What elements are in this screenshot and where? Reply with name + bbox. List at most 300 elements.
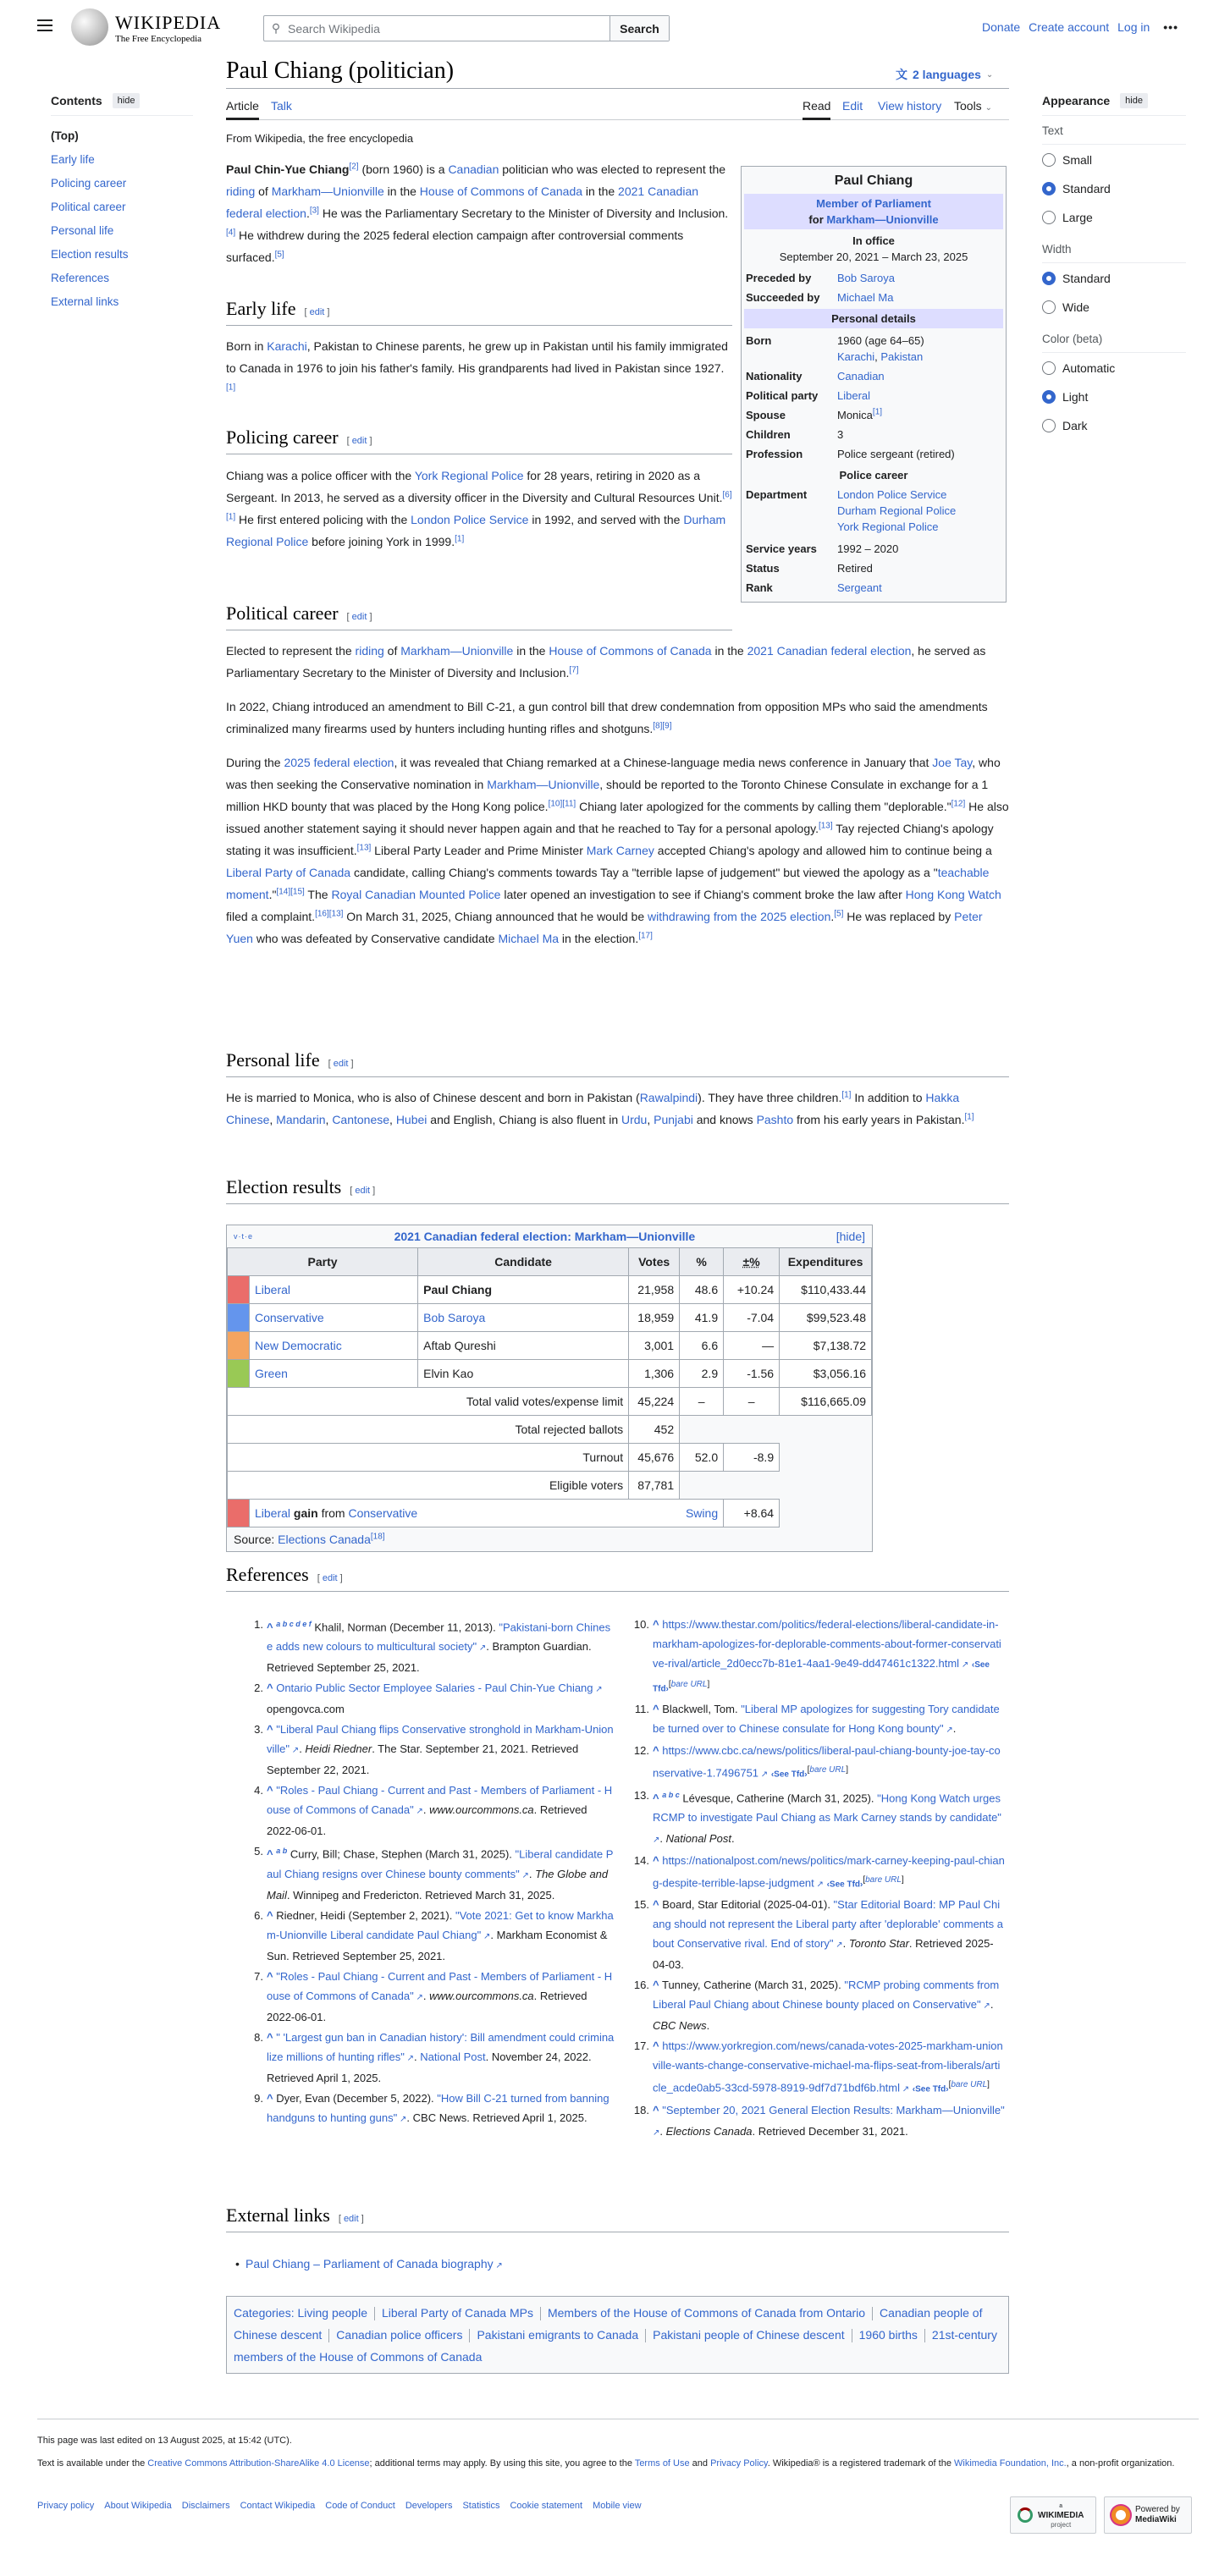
backlink-caret[interactable]: ^ (653, 2103, 659, 2116)
reference-item (633, 1975, 1005, 2035)
canadian-link[interactable]: Canadian (448, 162, 499, 176)
tab-talk[interactable]: Talk (271, 99, 292, 113)
cell-value: – (680, 1388, 724, 1416)
reference-link[interactable]: "Hong Kong Watch urges RCMP to investigate Paul Chiang as Mark Carney stands by candidate" (653, 1791, 1001, 1824)
citation-link[interactable]: [5] (274, 250, 284, 260)
text: accepted Chiang's apology and allowed him to continue being a (654, 844, 992, 857)
footer-link[interactable]: Statistics (462, 2501, 500, 2511)
toc-item-political-career[interactable]: Political career (51, 201, 126, 213)
source-link[interactable]: Elections Canada (278, 1533, 371, 1546)
mediawiki-logo-icon (1111, 2506, 1130, 2524)
edit-link[interactable]: edit (309, 307, 325, 317)
expenditures-cell: $110,433.44 (780, 1276, 872, 1304)
reference-link[interactable]: Ontario Public Sector Employee Salaries - Paul Chin-Yue Chiang (276, 1682, 593, 1695)
see-tfd-link[interactable]: ‹See Tfd› (826, 1880, 863, 1890)
punjabi-link[interactable]: Punjabi (654, 1113, 693, 1126)
citation-link[interactable]: [12] (951, 799, 966, 809)
toc-title: Contents (51, 94, 102, 107)
log-in-link[interactable]: Log in (1117, 20, 1150, 34)
text: politician who was elected to represent the (499, 162, 726, 176)
column-header: Votes (629, 1248, 680, 1276)
text: , (647, 1113, 654, 1126)
liberal-party-link[interactable]: Liberal Party of Canada (226, 866, 351, 879)
backlink-caret[interactable]: ^ (267, 1682, 273, 1695)
born-year: 1960 (age 64–65) (837, 334, 924, 347)
wikimedia-logo-icon (1018, 2507, 1033, 2523)
categories-label[interactable]: Categories: (234, 2306, 295, 2320)
gain-word: gain (290, 1506, 318, 1520)
reference-publication: Toronto Star (848, 1937, 909, 1951)
appearance-hide-button[interactable]: hide (1120, 93, 1148, 108)
terms-link[interactable]: Terms of Use (634, 2458, 690, 2469)
reference-text: . (422, 1803, 430, 1817)
citation-link[interactable]: [2] (349, 162, 359, 172)
reference-link[interactable]: "September 20, 2021 General Election Results: Markham—Unionville" (662, 2103, 1005, 2116)
york-police-link[interactable]: York Regional Police (414, 469, 524, 482)
peter-yuen-link[interactable]: Peter Yuen (226, 910, 983, 945)
heading-text: Election results (226, 1176, 342, 1197)
backlink-caret[interactable]: ^ (653, 1853, 659, 1867)
parliament-bio-link[interactable]: Paul Chiang – Parliament of Canada biography (245, 2257, 494, 2271)
toc-hide-button[interactable]: hide (113, 93, 141, 108)
radio-color-dark[interactable] (1042, 412, 1186, 439)
party-color-swatch (228, 1304, 250, 1332)
citation-link[interactable]: [1] (841, 1090, 852, 1100)
edit-section: [ edit ] (346, 436, 372, 446)
translate-icon: 文 (896, 68, 907, 81)
chevron-down-icon: ⌄ (985, 69, 994, 80)
teachable-moment-link[interactable]: teachable moment (226, 866, 990, 901)
reference-link[interactable]: "Pakistani-born Chinese adds new colours to multicultural society" (267, 1621, 611, 1654)
footer-link[interactable]: Code of Conduct (325, 2501, 395, 2511)
election-2021-link[interactable]: 2021 Canadian federal election (747, 644, 912, 658)
category-link[interactable]: Members of the House of Commons of Canada from Ontario (547, 2306, 866, 2320)
tab-read[interactable]: Read (803, 99, 831, 113)
radio-selected-icon (1042, 390, 1056, 404)
edit-link[interactable]: edit (333, 1059, 349, 1069)
reference-item: 10. ^ https://www.thestar.com/politics/federal-elections/liberal-candidate-in-markham-apologizes-for-deplorable-comments-about-former-conservative-rival/article_2d0ecc7b-81e1-4aa1-9e49-dd47461c1322.html ↗ ‹See Tfd›[bare URL] (653, 1615, 1005, 1698)
party-link[interactable]: Liberal (837, 389, 871, 402)
in-office-label: In office (852, 234, 895, 247)
citation-link[interactable]: [18] (370, 1532, 385, 1542)
toc-item-references[interactable]: References (51, 272, 110, 284)
section-heading-policing-career (226, 427, 732, 454)
text: ." (268, 888, 277, 901)
nationality-link[interactable]: Canadian (837, 370, 885, 383)
markham-unionville-link[interactable]: Markham—Unionville (487, 778, 600, 791)
main-menu-icon[interactable] (37, 19, 52, 31)
reference-item (254, 1781, 615, 1841)
tab-edit[interactable]: Edit (842, 99, 863, 113)
backlink-caret[interactable]: ^ (267, 2030, 273, 2044)
text: (born 1960) is a (358, 162, 449, 176)
section-heading-external-links (226, 2204, 1009, 2232)
subject-name: Paul Chin-Yue Chiang (226, 162, 350, 176)
hong-kong-watch-link[interactable]: Hong Kong Watch (905, 888, 1001, 901)
heading-text: Early life (226, 298, 296, 319)
reference-link[interactable]: "Liberal MP apologizes for suggesting Tory candidate be turned over to Chinese consulate for Hong Kong bounty" (653, 1703, 1000, 1736)
reference-link[interactable]: "RCMP probing comments from Liberal Paul Chiang about Chinese bounty placed on Conservative" (653, 1979, 1000, 2012)
tools-menu[interactable] (954, 99, 992, 113)
succeeded-by-link[interactable]: Michael Ma (837, 291, 894, 304)
votes-cell: 21,958 (629, 1276, 680, 1304)
candidate-link[interactable]: Bob Saroya (423, 1311, 486, 1324)
reference-link[interactable]: "Roles - Paul Chiang - Current and Past - Members of Parliament - House of Commons of Canada" (267, 1969, 613, 2002)
search-icon: ⚲ (271, 21, 281, 35)
backlink-caret[interactable]: ^ (653, 2039, 659, 2053)
percent-cell: 6.6 (680, 1332, 724, 1360)
citation-link[interactable]: [1] (226, 383, 236, 393)
citation-link[interactable]: [1] (455, 534, 465, 544)
navbox-vte-links[interactable]: v·t·e (234, 1232, 253, 1241)
citation-link[interactable]: [17] (638, 931, 653, 941)
citation-link[interactable]: [1] (964, 1112, 974, 1122)
toc-item-election-results[interactable]: Election results (51, 248, 129, 261)
table-caption (227, 1225, 872, 1247)
create-account-link[interactable]: Create account (1029, 20, 1110, 34)
backlink-caret[interactable]: ^ (653, 1898, 659, 1912)
citation-link[interactable]: [13] (818, 821, 833, 831)
party-link[interactable]: New Democratic (255, 1339, 342, 1352)
section-heading-early-life (226, 298, 732, 326)
logo-tagline: The Free Encyclopedia (115, 34, 202, 44)
citation-link[interactable]: [16][13] (315, 909, 344, 919)
backlink-caret[interactable]: ^ (267, 1621, 273, 1634)
text: Text is available under the (37, 2458, 148, 2469)
footer-link[interactable]: Cookie statement (510, 2501, 583, 2511)
candidate-row (228, 1304, 872, 1332)
text: . Wikipedia® is a registered trademark of the (767, 2458, 954, 2469)
backlink-caret[interactable]: ^ (653, 1744, 659, 1758)
table-of-contents (51, 93, 193, 314)
citation-link[interactable]: [6][1] (226, 490, 732, 522)
backlink-caret[interactable]: ^ (267, 1969, 273, 1983)
wikimedia-project-badge[interactable] (1010, 2496, 1096, 2534)
radio-color-automatic[interactable] (1042, 355, 1186, 382)
row-label: Eligible voters (228, 1472, 629, 1500)
infobox-office (744, 194, 1003, 229)
reference-publication: Heidi Riedner (305, 1742, 372, 1756)
citation-link[interactable]: [1] (872, 407, 883, 417)
language-selector[interactable] (896, 66, 993, 83)
backlink-letters[interactable]: a b c d e f (276, 1620, 312, 1628)
external-link-icon: ↗ (758, 1770, 769, 1780)
reference-link[interactable]: "Roles - Paul Chiang - Current and Past - Members of Parliament - House of Commons of Canada" (267, 1784, 613, 1817)
cantonese-link[interactable]: Cantonese (332, 1113, 390, 1126)
radio-text-standard[interactable] (1042, 175, 1186, 202)
backlink-caret[interactable]: ^ (267, 2091, 273, 2105)
text: and English, Chiang is also fluent in (427, 1113, 621, 1126)
party-link[interactable]: Conservative (255, 1311, 324, 1324)
powered-by-mediawiki-badge[interactable] (1104, 2496, 1192, 2534)
bare-url-tag[interactable]: bare URL (951, 2080, 988, 2090)
tab-view-history[interactable]: View history (878, 99, 942, 113)
option-label: Standard (1062, 272, 1111, 285)
party-link[interactable]: Liberal (255, 1506, 291, 1520)
bare-url-tag[interactable]: bare URL (809, 1765, 847, 1775)
edit-link[interactable]: edit (355, 1186, 371, 1196)
personal-details-header: Personal details (744, 309, 1003, 328)
reference-link[interactable]: https://nationalpost.com/news/politics/mark-carney-keeping-paul-chiang-despite-terrible-lapse-judgment (653, 1853, 1005, 1890)
category-link[interactable]: Pakistani people of Chinese descent (653, 2328, 845, 2342)
riding-link[interactable]: Markham—Unionville (826, 213, 939, 226)
riding-link[interactable]: riding (355, 644, 384, 658)
backlink-letters[interactable]: a b c (662, 1790, 680, 1799)
field-label: Born (746, 334, 772, 347)
text: from his early years in Pakistan. (793, 1113, 965, 1126)
text: He is married to Monica, who is also of Chinese descent and born in Pakistan ( (226, 1091, 640, 1104)
citation-link[interactable]: [8][9] (653, 721, 672, 731)
election-title-link[interactable]: 2021 Canadian federal election (394, 1230, 568, 1243)
badge-main-text: MediaWiki (1135, 2515, 1177, 2524)
citation-link[interactable]: [5] (834, 909, 844, 919)
reference-link[interactable]: "Liberal candidate Paul Chiang resigns over Chinese bounty comments" (267, 1847, 614, 1880)
category-separator (645, 2329, 646, 2342)
reference-text: . (659, 1831, 666, 1845)
external-link-icon: ↗ (413, 1807, 423, 1817)
field-label: Department (746, 488, 808, 501)
footer-link[interactable]: Developers (405, 2501, 453, 2511)
text: , (269, 1113, 277, 1126)
text: On March 31, 2025, Chiang announced that he would be (343, 910, 648, 923)
see-tfd-link[interactable]: ‹See Tfd› (653, 1660, 990, 1694)
footer-link[interactable]: About Wikipedia (104, 2501, 172, 2511)
text: candidate, calling Chiang's comments towards Tay a "terrible lapse of judgement" but viewed the apology as a " (350, 866, 938, 879)
radio-color-light[interactable] (1042, 383, 1186, 410)
citation-link[interactable]: [13] (356, 843, 372, 853)
text: During the (226, 756, 284, 769)
pashto-link[interactable]: Pashto (756, 1113, 794, 1126)
heading-text: Political career (226, 603, 339, 624)
donate-link[interactable]: Donate (982, 20, 1021, 34)
reference-link[interactable]: https://www.thestar.com/politics/federal-elections/liberal-candidate-in-markham-apologizes-for-deplorable-comments-about-former-conservative-rival/article_2d0ecc7b-81e1-4aa1-9e49-dd47461c1322.html (653, 1618, 1001, 1670)
reference-text: . (990, 1998, 994, 2012)
markham-unionville-link[interactable]: Markham—Unionville (271, 184, 384, 198)
reference-author: Dyer, Evan (December 5, 2022). (276, 2091, 438, 2105)
reference-link[interactable]: " 'Largest gun ban in Canadian history': Bill amendment could criminalize millions of hunting rifles" (267, 2030, 615, 2063)
appearance-title: Appearance (1042, 94, 1111, 107)
hakka-link[interactable]: Hakka Chinese (226, 1091, 960, 1126)
swing-cell (629, 1500, 724, 1527)
backlink-caret[interactable]: ^ (653, 1703, 659, 1716)
page-title: Paul Chiang (politician) (226, 58, 455, 84)
preceded-by-link[interactable]: Bob Saroya (837, 272, 895, 284)
toc-item-top[interactable]: (Top) (51, 129, 79, 142)
markham-unionville-link[interactable]: Markham—Unionville (400, 644, 514, 658)
publication-link[interactable]: National Post (420, 2050, 486, 2063)
hide-table-button[interactable]: [hide] (836, 1230, 865, 1243)
office-link[interactable]: Member of Parliament (816, 197, 931, 210)
department-link[interactable]: London Police Service (837, 488, 947, 501)
toc-item-early-life[interactable]: Early life (51, 153, 95, 166)
group-label: Text (1042, 124, 1186, 145)
radio-width-wide[interactable] (1042, 294, 1186, 321)
citation-link[interactable]: [7] (569, 665, 579, 675)
category-link[interactable]: Living people (297, 2306, 367, 2320)
edit-link[interactable]: edit (343, 2214, 359, 2224)
reference-link[interactable]: "Liberal Paul Chiang flips Conservative stronghold in Markham-Unionville" (267, 1723, 614, 1756)
category-link[interactable]: 1960 births (858, 2328, 918, 2342)
site-header (0, 0, 1219, 51)
house-of-commons-link[interactable]: House of Commons of Canada (419, 184, 583, 198)
text: who was defeated by Conservative candidate (252, 932, 499, 945)
reference-author: Curry, Bill; Chase, Stephen (March 31, 2025). (290, 1847, 516, 1861)
categories-box (226, 2296, 1009, 2374)
radio-text-small[interactable] (1042, 146, 1186, 173)
joe-tay-link[interactable]: Joe Tay (932, 756, 973, 769)
bare-url-tag[interactable]: bare URL (670, 1680, 708, 1689)
reference-publication: National Post (665, 1831, 731, 1845)
party-link[interactable]: Green (255, 1367, 288, 1380)
rank-link[interactable]: Sergeant (837, 581, 882, 594)
toc-item-policing-career[interactable]: Policing career (51, 177, 127, 190)
backlink-caret[interactable]: ^ (653, 1979, 659, 1992)
field-label: Children (746, 428, 791, 441)
footer-links (37, 2501, 642, 2511)
text: Chiang later apologized for the comments by calling them "deplorable." (576, 800, 951, 813)
reference-text: . The Star. September 21, 2021. Retrieved September 22, 2021. (267, 1742, 579, 1777)
reference-item (633, 1895, 1005, 1974)
footer-link[interactable]: Contact Wikipedia (240, 2501, 316, 2511)
more-options-icon[interactable]: ••• (1163, 20, 1178, 34)
wikimedia-foundation-link[interactable]: Wikimedia Foundation, Inc. (954, 2458, 1067, 2469)
swing-link[interactable]: Swing (685, 1506, 719, 1520)
toc-item-personal-life[interactable]: Personal life (51, 224, 114, 237)
logo-wordmark: WIKIPEDIA (115, 12, 222, 33)
urdu-link[interactable]: Urdu (621, 1113, 648, 1126)
hubei-link[interactable]: Hubei (395, 1113, 427, 1126)
text: The (304, 888, 332, 901)
reference-text: . (659, 2124, 666, 2138)
footer-link[interactable]: Mobile view (593, 2501, 642, 2511)
department-link[interactable]: York Regional Police (837, 520, 939, 533)
reference-link[interactable]: "How Bill C-21 turned from banning handguns to hunting guns" (267, 2091, 610, 2124)
backlink-caret[interactable]: ^ (267, 1784, 273, 1797)
search-box (263, 15, 670, 41)
backlink-caret[interactable]: ^ (653, 1618, 659, 1631)
group-label: Width (1042, 243, 1186, 263)
party-link[interactable]: Liberal (255, 1283, 291, 1296)
title-divider (226, 88, 1009, 89)
reference-link[interactable]: "Vote 2021: Get to know Markham-Unionville Liberal candidate Paul Chiang" (267, 1908, 614, 1941)
rawalpindi-link[interactable]: Rawalpindi (639, 1091, 698, 1104)
citation-link[interactable]: [14][15] (276, 887, 305, 897)
radio-text-large[interactable] (1042, 204, 1186, 231)
field-label: Profession (746, 448, 803, 460)
section-heading-political-career (226, 603, 732, 630)
option-label: Wide (1062, 300, 1089, 314)
see-tfd-link[interactable]: ‹See Tfd› (770, 1770, 808, 1780)
mandarin-link[interactable]: Mandarin (276, 1113, 326, 1126)
reference-item (633, 1786, 1005, 1850)
mark-carney-link[interactable]: Mark Carney (586, 844, 654, 857)
rcmp-link[interactable]: Royal Canadian Mounted Police (331, 888, 501, 901)
backlink-letters[interactable]: a b (276, 1847, 288, 1856)
reference-publication: CBC News (653, 2019, 707, 2033)
category-link[interactable]: Liberal Party of Canada MPs (382, 2306, 533, 2320)
reference-item (633, 2100, 1005, 2143)
citation-link[interactable]: [4] (226, 228, 236, 238)
backlink-caret[interactable]: ^ (267, 1847, 273, 1861)
heading-text: External links (226, 2204, 330, 2226)
backlink-caret[interactable]: ^ (267, 1723, 273, 1737)
london-police-link[interactable]: London Police Service (411, 513, 529, 526)
search-button[interactable]: Search (610, 16, 669, 41)
reference-link[interactable]: https://www.yorkregion.com/news/canada-votes-2025-markham-unionville-wants-change-conservative-michael-ma-flips-seat-from-liberals/article_acde0ab5-33cd-5978-8919-9df7d71bdf6b.html (653, 2039, 1003, 2094)
citation-link[interactable]: [3] (309, 206, 319, 216)
toc-item-external-links[interactable]: External links (51, 295, 119, 308)
license-link[interactable]: Creative Commons Attribution-ShareAlike 4.0 License (147, 2458, 370, 2469)
badge-sub-text: project (1051, 2520, 1072, 2529)
born-city-link[interactable]: Karachi (837, 350, 875, 363)
backlink-caret[interactable]: ^ (267, 1908, 273, 1922)
footer-link[interactable]: Disclaimers (181, 2501, 230, 2511)
total-valid-row (228, 1388, 872, 1416)
michael-ma-link[interactable]: Michael Ma (498, 932, 560, 945)
reference-text: . Retrieved 2022-06-01. (267, 1989, 587, 2023)
department-link[interactable]: Durham Regional Police (837, 504, 957, 517)
reference-author: Khalil, Norman (December 11, 2013). (314, 1621, 499, 1634)
house-of-commons-link[interactable]: House of Commons of Canada (549, 644, 712, 658)
category-link[interactable]: 21st-century members of the House of Commons of Canada (234, 2328, 997, 2364)
reference-link[interactable]: "Star Editorial Board: MP Paul Chiang should not represent the Liberal party after 'deplorable' comments about Conservative rival. End of story" (653, 1898, 1003, 1951)
reference-author: Tunney, Catherine (March 31, 2025). (661, 1979, 845, 1992)
tab-article[interactable]: Article (226, 99, 259, 113)
reference-publication: www.ourcommons.ca (429, 1989, 534, 2002)
text: He withdrew during the 2025 federal election campaign after controversial comments surfaced. (226, 228, 684, 264)
born-country-link[interactable]: Pakistan (880, 350, 924, 363)
election-2021-link[interactable]: 2021 Canadian federal election (226, 184, 699, 220)
category-link[interactable]: Canadian people of Chinese descent (234, 2306, 983, 2342)
text: , (389, 1113, 396, 1126)
radio-width-standard[interactable] (1042, 265, 1186, 292)
party-link[interactable]: Conservative (348, 1506, 418, 1520)
external-link-icon: ↗ (900, 2084, 910, 2094)
category-link[interactable]: Canadian police officers (336, 2328, 463, 2342)
edit-link[interactable]: edit (322, 1573, 338, 1583)
bare-url-tag[interactable]: bare URL (865, 1874, 902, 1885)
see-tfd-link[interactable]: ‹See Tfd› (912, 2084, 949, 2094)
citation-link[interactable]: [10][11] (548, 799, 576, 809)
edit-link[interactable]: edit (351, 612, 367, 622)
external-link-icon: ↗ (653, 2127, 660, 2138)
option-label: Large (1062, 211, 1093, 224)
votes-cell: 18,959 (629, 1304, 680, 1332)
karachi-link[interactable]: Karachi (267, 339, 307, 353)
footer-link[interactable]: Privacy policy (37, 2501, 95, 2511)
search-input[interactable] (288, 16, 610, 41)
external-link-icon: ↗ (519, 1870, 529, 1880)
category-link[interactable]: Pakistani emigrants to Canada (477, 2328, 639, 2342)
durham-police-link[interactable]: Durham Regional Police (226, 513, 726, 548)
text: . (306, 206, 310, 220)
edit-section: [ edit ] (338, 2214, 364, 2224)
results-grid (227, 1247, 872, 1527)
wikipedia-logo[interactable] (71, 7, 240, 47)
riding-link[interactable]: riding (226, 184, 256, 198)
text: in the (582, 184, 619, 198)
edit-link[interactable]: edit (351, 436, 367, 446)
text: from (317, 1506, 349, 1520)
reference-number: 7. (254, 1969, 263, 1983)
backlink-caret[interactable]: ^ (653, 1791, 659, 1804)
election-2025-link[interactable]: 2025 federal election (284, 756, 394, 769)
table-source (227, 1527, 872, 1551)
withdrawing-link[interactable]: withdrawing from the 2025 election (648, 910, 831, 923)
privacy-link[interactable]: Privacy Policy (710, 2458, 768, 2469)
reference-link[interactable]: https://www.cbc.ca/news/politics/liberal-paul-chiang-bounty-joe-tay-conservative-1.7496751 (653, 1744, 1001, 1780)
external-link-icon: ↗ (290, 1746, 300, 1756)
